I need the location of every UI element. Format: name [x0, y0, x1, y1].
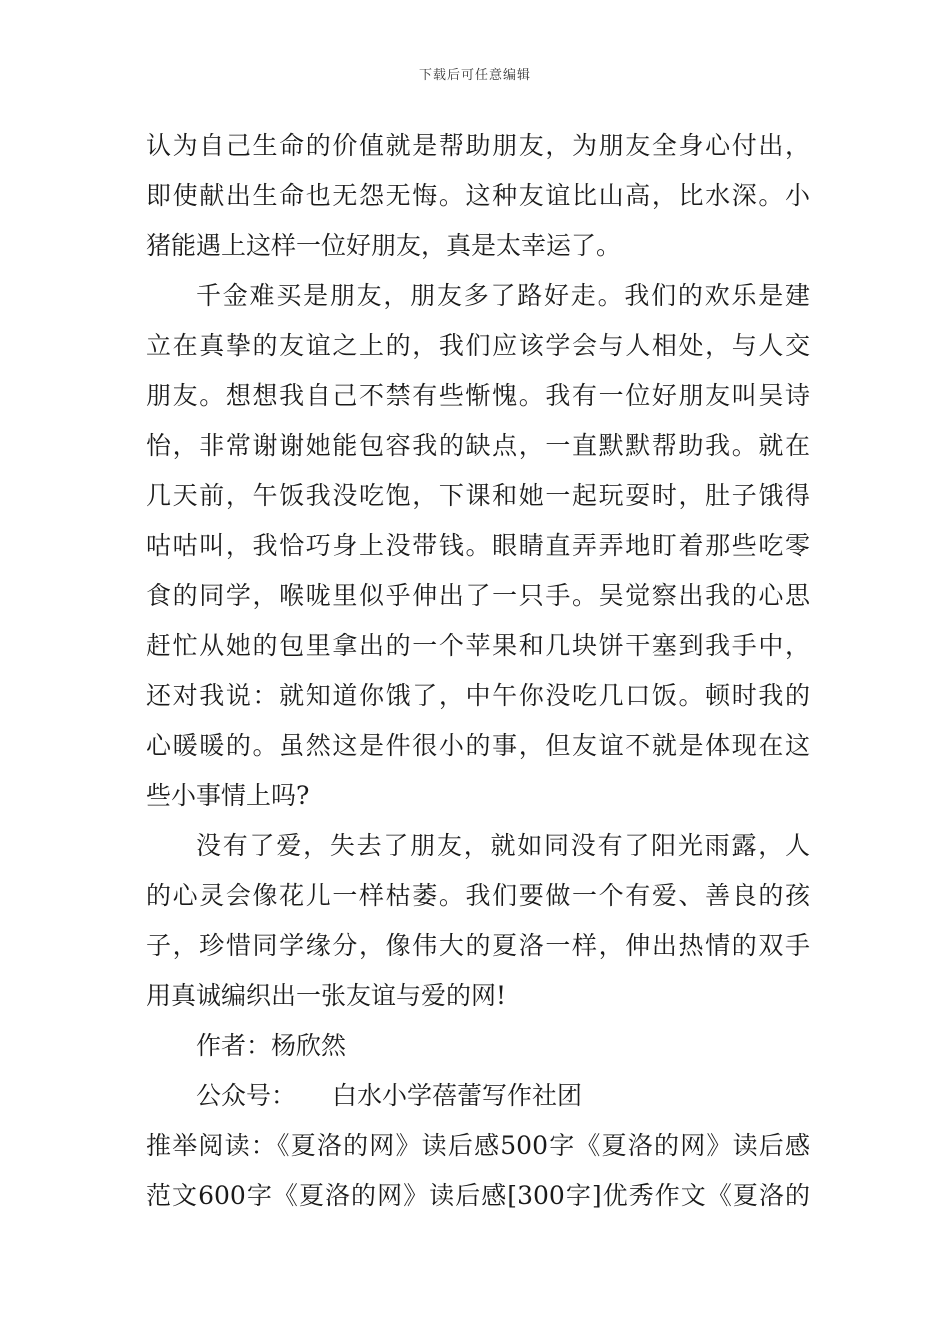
author-line: 作者：杨欣然: [196, 1031, 347, 1060]
page-header: 下载后可任意编辑: [418, 68, 531, 83]
account-label: 公众号：: [196, 1081, 297, 1110]
text-line: 朋友。想想我自己不禁有些惭愧。我有一位好朋友叫吴诗: [146, 381, 810, 410]
text-line: 还对我说：就知道你饿了，中午你没吃几口饭。顿时我的: [146, 681, 810, 710]
text-line: 心暖暖的。虽然这是件很小的事，但友谊不就是体现在这: [146, 731, 810, 760]
text-line: 的心灵会像花儿一样枯萎。我们要做一个有爱、善良的孩: [146, 881, 810, 910]
text-line: 食的同学，喉咙里似乎伸出了一只手。吴觉察出我的心思: [146, 581, 810, 610]
text-line: 立在真挚的友谊之上的，我们应该学会与人相处，与人交: [146, 331, 810, 360]
document-body: [146, 126, 810, 1226]
recommend-line: 范文600字《夏洛的网》读后感[300字]优秀作文《夏洛的: [146, 1181, 810, 1210]
text-line: 即使献出生命也无怨无悔。这种友谊比山高，比水深。小: [146, 181, 810, 210]
text-line: 怡，非常谢谢她能包容我的缺点，一直默默帮助我。就在: [146, 431, 810, 460]
text-line: 用真诚编织出一张友谊与爱的网!: [146, 981, 507, 1010]
text-line: 猪能遇上这样一位好朋友，真是太幸运了。: [146, 231, 622, 260]
paragraph-start-line: 没有了爱，失去了朋友，就如同没有了阳光雨露，人: [196, 831, 810, 860]
text-line: 咕咕叫，我恰巧身上没带钱。眼睛直弄弄地盯着那些吃零: [146, 531, 810, 560]
text-line: 赶忙从她的包里拿出的一个苹果和几块饼干塞到我手中，: [146, 631, 810, 660]
text-line: 几天前，午饭我没吃饱，下课和她一起玩耍时，肚子饿得: [146, 481, 810, 510]
text-line: 些小事情上吗?: [146, 781, 310, 810]
paragraph-start-line: 千金难买是朋友，朋友多了路好走。我们的欢乐是建: [196, 281, 810, 310]
text-line: 认为自己生命的价值就是帮助朋友，为朋友全身心付出，: [146, 131, 810, 160]
recommend-line: 推举阅读：《夏洛的网》读后感500字《夏洛的网》读后感: [146, 1131, 810, 1160]
account-name: 白水小学蓓蕾写作社团: [332, 1081, 583, 1110]
account-line: [146, 1076, 810, 1126]
text-line: 子，珍惜同学缘分，像伟大的夏洛一样，伸出热情的双手: [146, 931, 810, 960]
